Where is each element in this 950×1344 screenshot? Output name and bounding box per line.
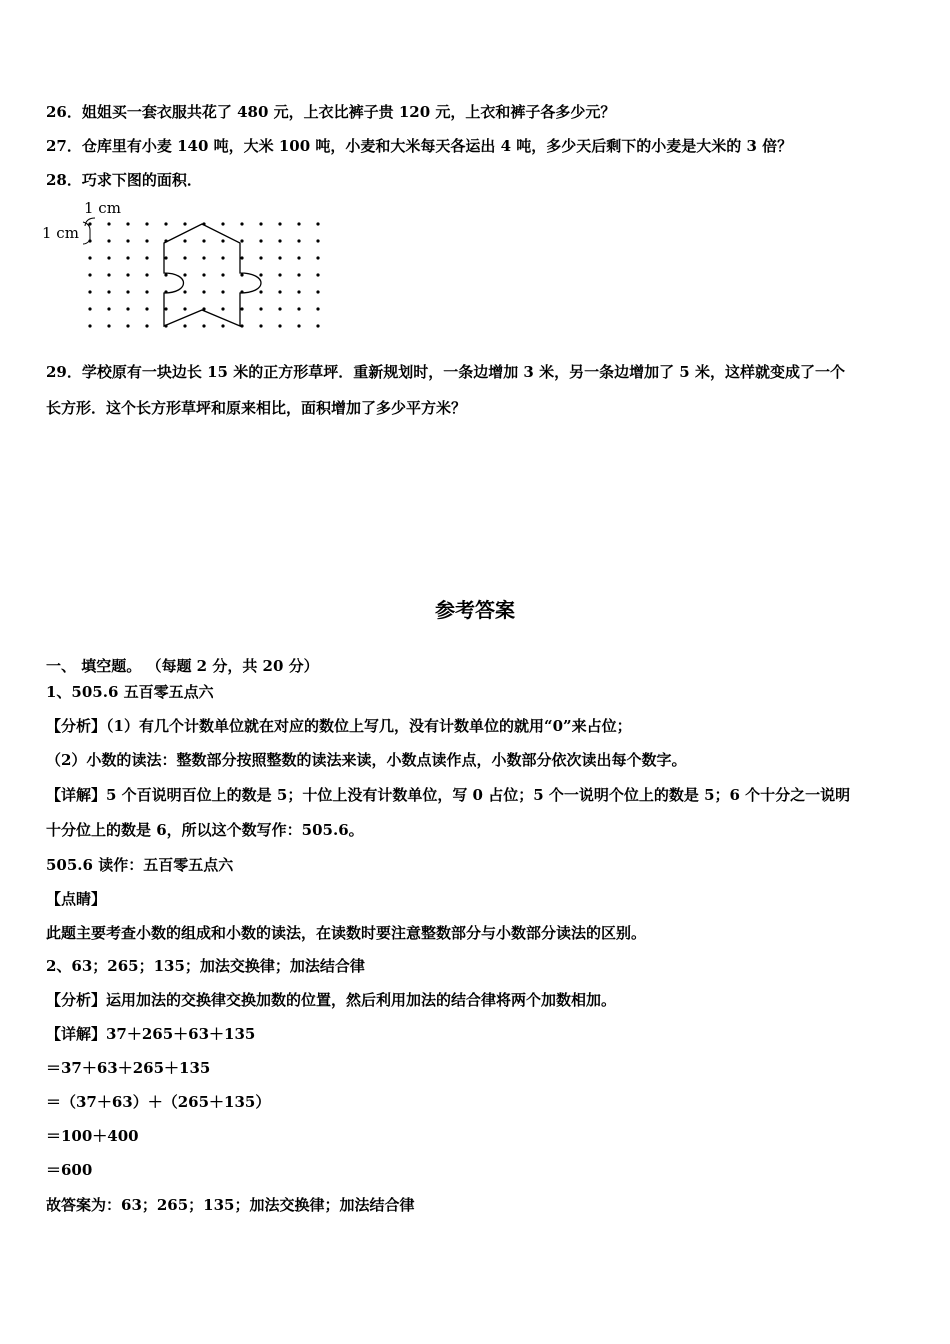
grid-dot xyxy=(145,290,148,293)
grid-dot xyxy=(278,307,281,310)
grid-dot xyxy=(259,307,262,310)
grid-dot xyxy=(107,239,110,242)
scale-label-left: 1 cm xyxy=(42,224,79,242)
grid-dot xyxy=(240,307,243,310)
grid-dot xyxy=(221,222,224,225)
grid-dot xyxy=(278,273,281,276)
grid-dot xyxy=(240,273,243,276)
grid-dot xyxy=(145,307,148,310)
grid-dot xyxy=(297,239,300,242)
grid-dot xyxy=(183,307,186,310)
grid-dot xyxy=(202,273,205,276)
grid-dot xyxy=(126,307,129,310)
dot-grid-figure xyxy=(40,196,330,338)
grid-dot xyxy=(316,273,319,276)
grid-dot xyxy=(107,290,110,293)
grid-dot xyxy=(145,273,148,276)
grid-dot xyxy=(221,256,224,259)
grid-dot xyxy=(183,273,186,276)
grid-dot xyxy=(316,222,319,225)
dot-grid-svg xyxy=(40,196,330,338)
grid-dot xyxy=(164,256,167,259)
grid-dot xyxy=(126,273,129,276)
grid-dot xyxy=(297,273,300,276)
grid-dot xyxy=(221,273,224,276)
grid-dot xyxy=(107,324,110,327)
grid-dot xyxy=(164,222,167,225)
grid-dot xyxy=(88,273,91,276)
grid-dot xyxy=(259,324,262,327)
grid-dot xyxy=(202,290,205,293)
grid-dot xyxy=(88,239,91,242)
grid-dot xyxy=(107,222,110,225)
grid-dot xyxy=(221,324,224,327)
grid-dot xyxy=(145,256,148,259)
grid-dot xyxy=(145,324,148,327)
grid-dot xyxy=(297,256,300,259)
question-26: 26．姐姐买一套衣服共花了 480 元，上衣比裤子贵 120 元，上衣和裤子各多少元？ xyxy=(46,103,616,121)
answer-2-analysis: 【分析】运用加法的交换律交换加数的位置，然后利用加法的结合律将两个加数相加。 xyxy=(46,991,617,1009)
grid-dot xyxy=(316,324,319,327)
grid-dot xyxy=(297,324,300,327)
grid-dot xyxy=(278,222,281,225)
grid-dot xyxy=(107,307,110,310)
grid-dot xyxy=(221,307,224,310)
grid-dot xyxy=(164,307,167,310)
grid-dot xyxy=(202,324,205,327)
answer-2-detail: 【详解】37＋265＋63＋135 xyxy=(46,1025,256,1043)
grid-dot xyxy=(126,256,129,259)
scale-label-top: 1 cm xyxy=(84,199,121,217)
grid-dot xyxy=(259,290,262,293)
grid-dot xyxy=(297,222,300,225)
grid-dot xyxy=(259,222,262,225)
answer-title: 参考答案 xyxy=(435,598,515,622)
shape-outline xyxy=(164,224,261,326)
grid-dot xyxy=(297,307,300,310)
section-heading: 一、 填空题。 （每题 2 分，共 20 分） xyxy=(46,657,319,675)
grid-dot xyxy=(183,239,186,242)
grid-dot xyxy=(240,256,243,259)
grid-dot xyxy=(88,222,91,225)
answer-1-point: 此题主要考查小数的组成和小数的读法，在读数时要注意整数部分与小数部分读法的区别。 xyxy=(46,924,647,942)
grid-dot xyxy=(183,290,186,293)
grid-dot xyxy=(107,273,110,276)
grid-dot xyxy=(126,290,129,293)
answer-2-step-2: ＝（37＋63）＋（265＋135） xyxy=(46,1093,271,1111)
grid-dot xyxy=(240,324,243,327)
answer-1: 1、505.6 五百零五点六 xyxy=(46,683,214,701)
answer-2-step-3: ＝100＋400 xyxy=(46,1127,139,1145)
question-27: 27．仓库里有小麦 140 吨，大米 100 吨，小麦和大米每天各运出 4 吨，多少天后剩下的小麦是大米的 3 倍？ xyxy=(46,137,793,155)
grid-dot xyxy=(221,239,224,242)
grid-dot xyxy=(316,256,319,259)
grid-dot xyxy=(88,324,91,327)
grid-dot xyxy=(259,273,262,276)
grid-dot xyxy=(278,290,281,293)
grid-dot xyxy=(316,290,319,293)
answer-1-detail-2: 十分位上的数是 6，所以这个数写作：505.6。 xyxy=(46,821,364,839)
grid-dot xyxy=(297,290,300,293)
grid-dot xyxy=(278,239,281,242)
answer-2-final: 故答案为：63；265；135；加法交换律；加法结合律 xyxy=(46,1196,415,1214)
grid-dot xyxy=(240,239,243,242)
grid-dot xyxy=(88,256,91,259)
grid-dot xyxy=(183,324,186,327)
grid-dot xyxy=(202,256,205,259)
grid-dot xyxy=(107,256,110,259)
grid-dot xyxy=(88,290,91,293)
question-29-line2: 长方形．这个长方形草坪和原来相比，面积增加了多少平方米？ xyxy=(46,399,467,417)
grid-dot xyxy=(126,222,129,225)
question-28: 28．巧求下图的面积． xyxy=(46,171,202,189)
question-29-line1: 29．学校原有一块边长 15 米的正方形草坪．重新规划时，一条边增加 3 米，另一条边增加了 5 米，这样就变成了一个 xyxy=(46,363,845,381)
grid-dot xyxy=(145,239,148,242)
grid-dot xyxy=(126,324,129,327)
grid-dot xyxy=(278,324,281,327)
grid-dot xyxy=(259,239,262,242)
grid-dot xyxy=(183,256,186,259)
answer-1-read: 505.6 读作：五百零五点六 xyxy=(46,856,234,874)
grid-dot xyxy=(88,307,91,310)
answer-1-point-head: 【点睛】 xyxy=(46,890,107,908)
grid-dot xyxy=(278,256,281,259)
grid-dot xyxy=(316,239,319,242)
grid-dot xyxy=(259,256,262,259)
grid-dot xyxy=(126,239,129,242)
grid-dot xyxy=(316,307,319,310)
grid-dots xyxy=(88,222,319,327)
grid-dot xyxy=(240,222,243,225)
grid-dot xyxy=(183,222,186,225)
answer-2: 2、63；265；135；加法交换律；加法结合律 xyxy=(46,957,365,975)
answer-2-step-4: ＝600 xyxy=(46,1161,93,1179)
answer-2-step-1: ＝37＋63＋265＋135 xyxy=(46,1059,211,1077)
grid-dot xyxy=(202,239,205,242)
answer-1-analysis-2: （2）小数的读法：整数部分按照整数的读法来读，小数点读作点，小数部分依次读出每个数字。 xyxy=(46,751,687,769)
answer-1-analysis: 【分析】（1）有几个计数单位就在对应的数位上写几，没有计数单位的就用“0”来占位； xyxy=(46,717,632,735)
grid-dot xyxy=(221,290,224,293)
answer-1-detail-1: 【详解】5 个百说明百位上的数是 5；十位上没有计数单位，写 0 占位；5 个一说明个位上的数是 5；6 个十分之一说明 xyxy=(46,786,851,804)
grid-dot xyxy=(164,273,167,276)
grid-dot xyxy=(145,222,148,225)
